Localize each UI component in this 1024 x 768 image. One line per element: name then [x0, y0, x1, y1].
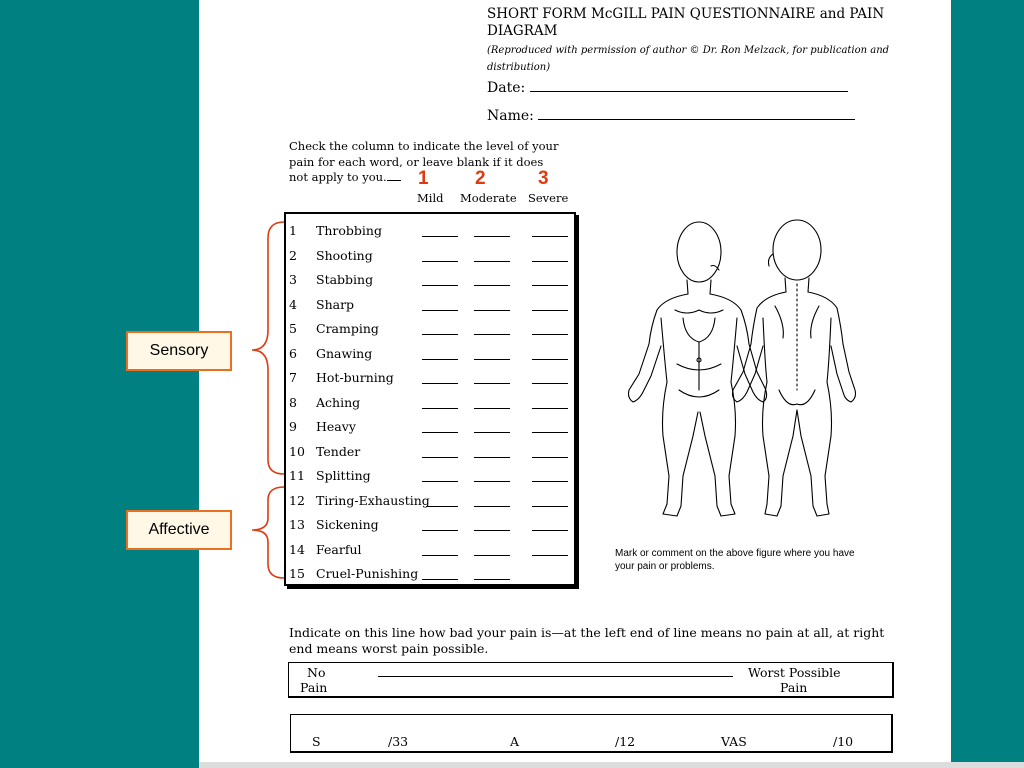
severe-blank[interactable]	[532, 457, 568, 458]
word-number: 8	[289, 394, 297, 410]
word-number: 9	[289, 419, 297, 434]
sensory-callout	[126, 331, 232, 371]
word-label: Aching	[316, 394, 361, 410]
moderate-blank[interactable]	[474, 261, 510, 262]
vas-right-label-1: Worst Possible	[748, 665, 841, 680]
word-row	[286, 342, 574, 367]
vas-left-label-1: No	[307, 665, 326, 680]
moderate-blank[interactable]	[474, 481, 510, 482]
word-number: 10	[289, 443, 305, 459]
word-label: Splitting	[316, 468, 371, 483]
name-field[interactable]	[487, 107, 855, 124]
name-label: Name:	[487, 108, 534, 124]
level-3-number: 3	[538, 168, 549, 189]
moderate-blank[interactable]	[474, 579, 510, 580]
date-field[interactable]	[487, 79, 848, 96]
vas-score-label: VAS	[721, 734, 747, 749]
date-label: Date:	[487, 80, 526, 96]
word-label: Gnawing	[316, 345, 373, 361]
mild-blank[interactable]	[422, 285, 458, 286]
permission-note: (Reproduced with permission of author © Dr. Ron Melzack, for publication and distribution)	[487, 45, 890, 73]
severe-blank[interactable]	[532, 285, 568, 286]
word-row	[286, 317, 574, 342]
back-body-figure	[733, 220, 856, 516]
mild-blank[interactable]	[426, 506, 458, 507]
level-3-name: Severe	[528, 191, 569, 205]
severe-blank[interactable]	[532, 236, 568, 237]
word-row	[286, 268, 574, 293]
word-number: 12	[289, 492, 305, 508]
word-label: Sickening	[316, 517, 379, 532]
moderate-blank[interactable]	[474, 359, 510, 360]
moderate-blank[interactable]	[474, 236, 510, 237]
word-row	[286, 513, 574, 538]
word-row	[286, 562, 574, 587]
moderate-blank[interactable]	[474, 506, 510, 507]
word-row	[286, 293, 574, 318]
word-label: Shooting	[316, 247, 373, 263]
vas-left-label-2: Pain	[300, 680, 328, 695]
word-row	[286, 489, 574, 514]
level-1-name: Mild	[417, 191, 444, 205]
category-braces	[246, 218, 286, 582]
word-number: 3	[289, 272, 297, 287]
word-number: 11	[289, 468, 305, 483]
word-row	[286, 538, 574, 563]
word-label: Tender	[316, 443, 361, 459]
sensory-score-label: S	[312, 734, 321, 749]
severe-blank[interactable]	[532, 432, 568, 433]
vas-score-total: /10	[833, 734, 854, 749]
affective-callout	[126, 510, 232, 550]
moderate-blank[interactable]	[474, 555, 510, 556]
word-row	[286, 464, 574, 489]
instructions-text: Check the column to indicate the level of your pain for each word, or leave blank if it does not apply to you.	[289, 139, 559, 184]
moderate-blank[interactable]	[474, 408, 510, 409]
mild-blank[interactable]	[422, 408, 458, 409]
pain-word-table	[284, 212, 576, 586]
mild-blank[interactable]	[422, 334, 458, 335]
word-number: 14	[289, 541, 305, 557]
word-row	[286, 366, 574, 391]
severe-blank[interactable]	[532, 481, 568, 482]
mild-blank[interactable]	[422, 359, 458, 360]
affective-score-label: A	[510, 734, 520, 749]
word-row	[286, 244, 574, 269]
word-label: Sharp	[316, 296, 355, 312]
word-row	[286, 391, 574, 416]
word-row	[286, 415, 574, 440]
mild-blank[interactable]	[422, 236, 458, 237]
mild-blank[interactable]	[422, 310, 458, 311]
word-label: Throbbing	[316, 223, 382, 238]
affective-score-total: /12	[615, 734, 636, 749]
severe-blank[interactable]	[532, 261, 568, 262]
date-line[interactable]	[530, 79, 848, 92]
mild-blank[interactable]	[422, 457, 458, 458]
vas-instructions: Indicate on this line how bad your pain is—at the left end of line means no pain at all, at right end means worst pain possible.	[289, 625, 885, 656]
sensory-label: Sensory	[149, 342, 209, 359]
vas-line[interactable]	[378, 676, 733, 677]
word-label: Tiring-Exhausting	[316, 492, 430, 508]
severe-blank[interactable]	[532, 530, 568, 531]
level-2-name: Moderate	[460, 191, 517, 205]
mild-blank[interactable]	[422, 530, 458, 531]
sensory-score-total: /33	[388, 734, 409, 749]
severe-blank[interactable]	[532, 555, 568, 556]
moderate-blank[interactable]	[474, 310, 510, 311]
mild-blank[interactable]	[422, 261, 458, 262]
word-label: Heavy	[316, 419, 356, 434]
moderate-blank[interactable]	[474, 457, 510, 458]
level-2-number: 2	[475, 168, 486, 189]
word-number: 13	[289, 517, 305, 532]
mild-blank[interactable]	[422, 481, 458, 482]
moderate-blank[interactable]	[474, 334, 510, 335]
affective-label: Affective	[148, 521, 210, 538]
word-row	[286, 440, 574, 465]
moderate-blank[interactable]	[474, 285, 510, 286]
word-label: Hot-burning	[316, 370, 394, 385]
body-diagram[interactable]	[615, 214, 865, 526]
page-edge	[199, 762, 1024, 768]
severe-blank[interactable]	[532, 310, 568, 311]
vas-right-label-2: Pain	[780, 680, 808, 695]
mild-blank[interactable]	[422, 555, 458, 556]
word-row	[286, 219, 574, 244]
front-body-figure	[629, 222, 767, 516]
name-line[interactable]	[538, 107, 855, 120]
instructions-underline	[387, 170, 401, 181]
moderate-blank[interactable]	[474, 530, 510, 531]
word-number: 15	[289, 566, 305, 581]
severe-blank[interactable]	[532, 334, 568, 335]
sensory-brace	[252, 222, 284, 474]
word-label: Cruel-Punishing	[316, 566, 419, 581]
moderate-blank[interactable]	[474, 383, 510, 384]
severe-blank[interactable]	[532, 359, 568, 360]
word-number: 7	[289, 370, 297, 385]
word-number: 1	[289, 223, 297, 238]
severe-blank[interactable]	[532, 506, 568, 507]
word-label: Cramping	[316, 321, 379, 336]
moderate-blank[interactable]	[474, 432, 510, 433]
vas-scale[interactable]	[288, 662, 894, 698]
mild-blank[interactable]	[422, 383, 458, 384]
word-label: Stabbing	[316, 272, 374, 287]
severe-blank[interactable]	[532, 408, 568, 409]
word-number: 5	[289, 321, 297, 336]
severe-blank[interactable]	[532, 383, 568, 384]
word-number: 6	[289, 345, 297, 361]
word-number: 4	[289, 296, 297, 312]
word-label: Fearful	[316, 541, 362, 557]
affective-brace	[252, 487, 284, 578]
level-1-number: 1	[418, 168, 429, 189]
mild-blank[interactable]	[422, 579, 458, 580]
word-number: 2	[289, 247, 297, 263]
mild-blank[interactable]	[422, 432, 458, 433]
form-title: SHORT FORM McGILL PAIN QUESTIONNAIRE and PAIN DIAGRAM	[487, 6, 885, 39]
diagram-caption: Mark or comment on the above figure where you have your pain or problems.	[615, 548, 855, 572]
score-summary	[290, 714, 893, 753]
